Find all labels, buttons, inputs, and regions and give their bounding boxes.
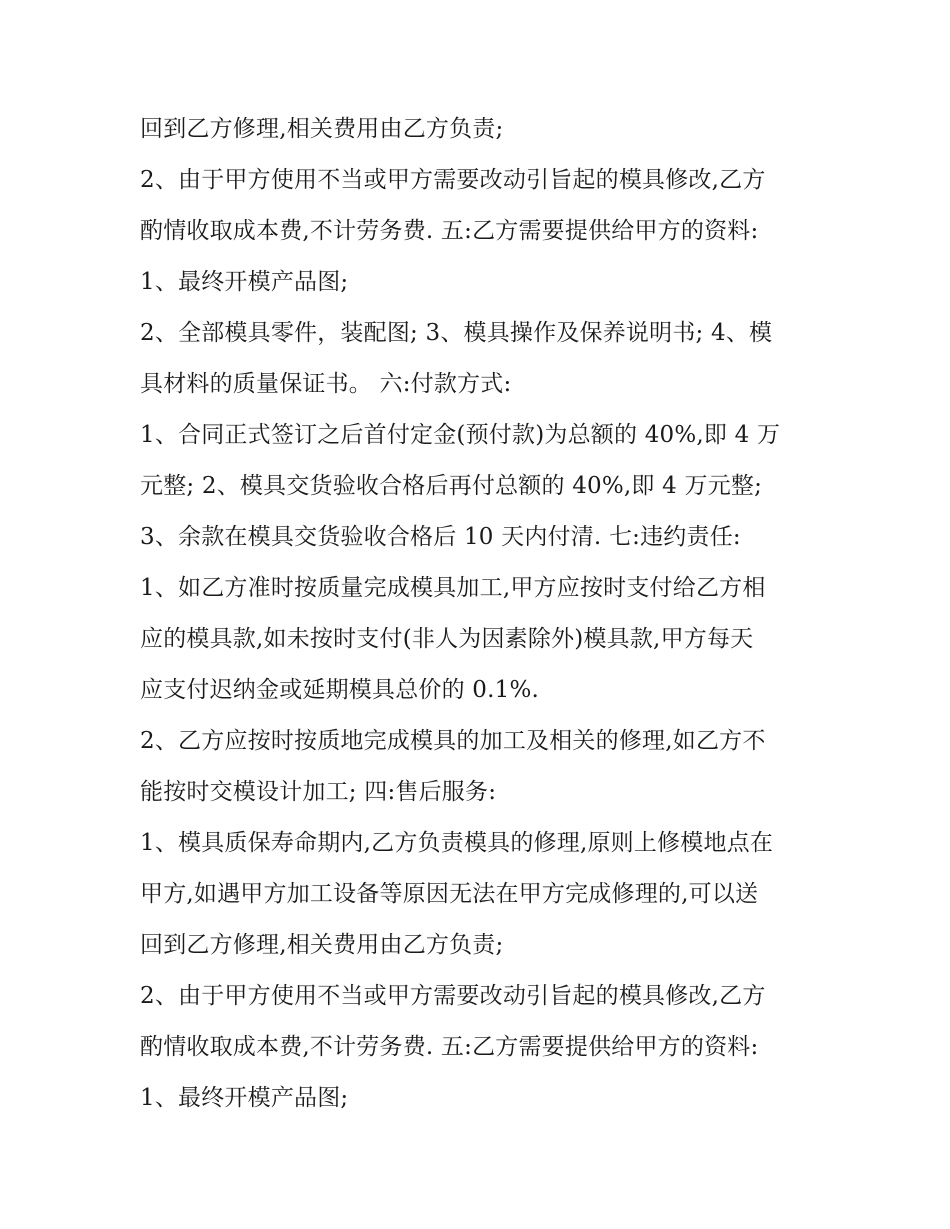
text-line: 2、由于甲方使用不当或甲方需要改动引旨起的模具修改,乙方 (140, 983, 766, 1009)
text-line: 1、合同正式签订之后首付定金(预付款)为总额的 40%,即 4 万 (140, 422, 781, 448)
text-line: 酌情收取成本费,不计劳务费. 五:乙方需要提供给甲方的资料: (140, 218, 759, 244)
text-line: 应支付迟纳金或延期模具总价的 0.1%. (140, 677, 540, 703)
text-line: 元整; 2、模具交货验收合格后再付总额的 40%,即 4 万元整; (140, 473, 763, 499)
text-line: 应的模具款,如未按时支付(非人为因素除外)模具款,甲方每天 (140, 626, 754, 652)
text-line: 1、最终开模产品图; (140, 269, 349, 295)
text-line: 回到乙方修理,相关费用由乙方负责; (140, 932, 504, 958)
text-line: 2、乙方应按时按质地完成模具的加工及相关的修理,如乙方不 (140, 728, 766, 754)
text-line: 甲方,如遇甲方加工设备等原因无法在甲方完成修理的,可以送 (140, 881, 759, 907)
text-line: 1、如乙方准时按质量完成模具加工,甲方应按时支付给乙方相 (140, 575, 766, 601)
text-line: 3、余款在模具交货验收合格后 10 天内付清. 七:违约责任: (140, 524, 741, 550)
text-line: 能按时交模设计加工; 四:售后服务: (140, 779, 497, 805)
text-line: 酌情收取成本费,不计劳务费. 五:乙方需要提供给甲方的资料: (140, 1034, 759, 1060)
text-line: 1、最终开模产品图; (140, 1085, 349, 1111)
text-line: 回到乙方修理,相关费用由乙方负责; (140, 116, 504, 142)
text-line: 1、模具质保寿命期内,乙方负责模具的修理,原则上修模地点在 (140, 830, 774, 856)
text-line: 2、全部模具零件，装配图; 3、模具操作及保养说明书; 4、模 (140, 320, 773, 346)
text-line: 具材料的质量保证书。 六:付款方式: (140, 371, 512, 397)
text-line: 2、由于甲方使用不当或甲方需要改动引旨起的模具修改,乙方 (140, 167, 766, 193)
document-body (140, 104, 820, 1124)
